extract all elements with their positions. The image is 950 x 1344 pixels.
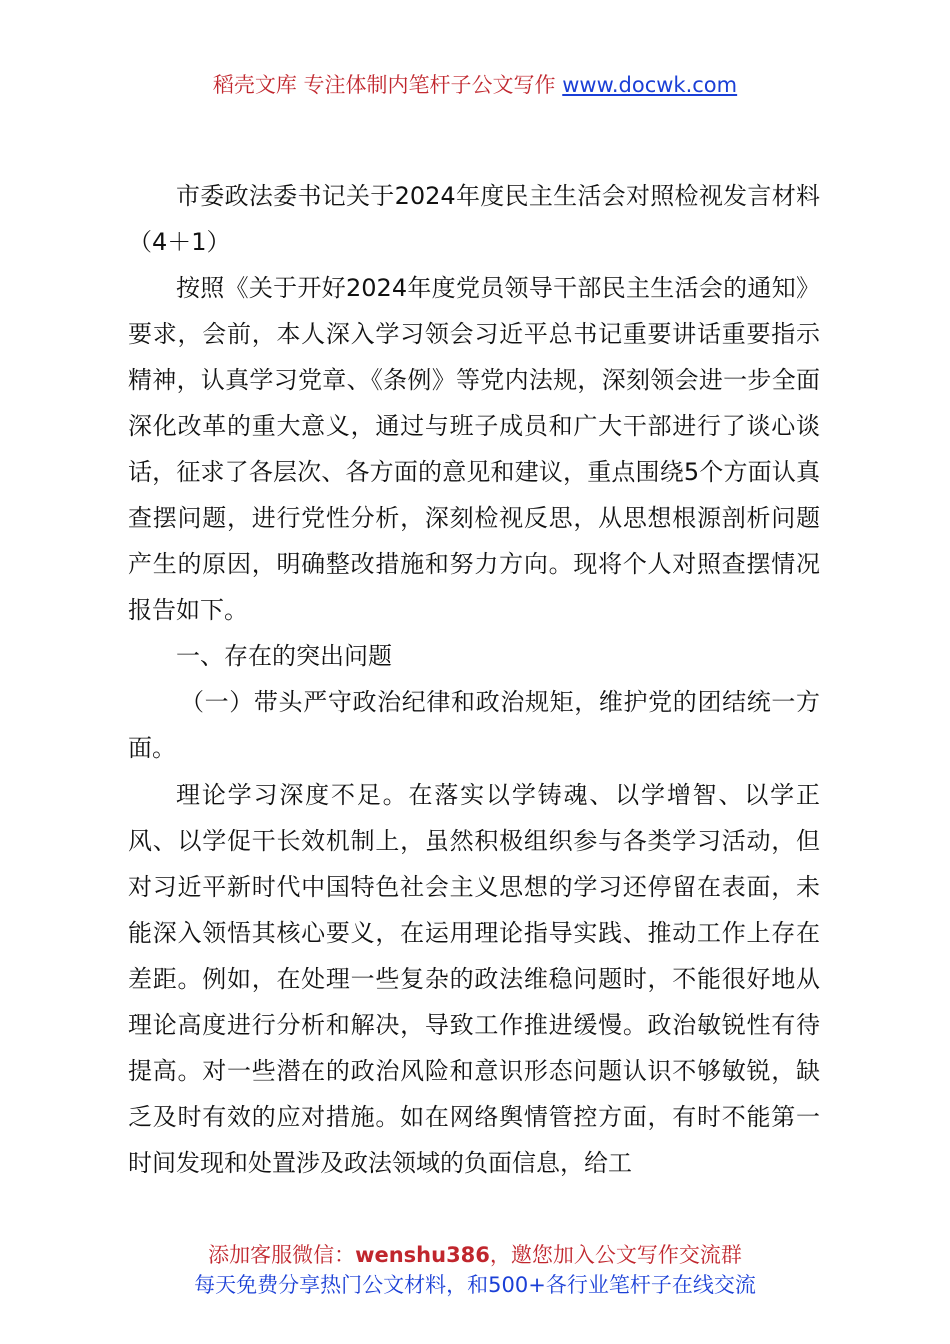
subsection-heading: （一）带头严守政治纪律和政治规矩，维护党的团结统一方面。 xyxy=(128,688,820,762)
site-name: 稻壳文库 专注体制内笔杆子公文写作 xyxy=(212,73,556,97)
site-link[interactable]: www.docwk.com xyxy=(562,73,738,97)
footer-line-1 xyxy=(0,1240,950,1270)
section-heading: 一、存在的突出问题 xyxy=(176,642,392,670)
document-body xyxy=(128,173,820,1186)
document-title: 市委政法委书记关于2024年度民主生活会对照检视发言材料（4＋1） xyxy=(128,182,820,256)
footer-suffix: ，邀您加入公文写作交流群 xyxy=(489,1243,742,1267)
promo-footer xyxy=(0,1240,950,1300)
body-paragraph: 理论学习深度不足。在落实以学铸魂、以学增智、以学正风、以学促干长效机制上，虽然积极组织参与各类学习活动，但对习近平新时代中国特色社会主义思想的学习还停留在表面，未能深入领悟其核心要义，在运用理论指导实践、推动工作上存在差距。例如，在处理一些复杂的政法维稳问题时，不能很好地从理论高度进行分析和解决，导致工作推进缓慢。政治敏锐性有待提高。对一些潜在的政治风险和意识形态问题认识不够敏锐，缺乏及时有效的应对措施。如在网络舆情管控方面，有时不能第一时间发现和处置涉及政法领域的负面信息，给工 xyxy=(128,781,820,1177)
site-header xyxy=(0,70,950,100)
wechat-id: wenshu386 xyxy=(355,1243,490,1267)
intro-paragraph: 按照《关于开好2024年度党员领导干部民主生活会的通知》要求，会前，本人深入学习领会习近平总书记重要讲话重要指示精神，认真学习党章、《条例》等党内法规，深刻领会进一步全面深化改革的重大意义，通过与班子成员和广大干部进行了谈心谈话，征求了各层次、各方面的意见和建议，重点围绕5个方面认真查摆问题，进行党性分析，深刻检视反思，从思想根源剖析问题产生的原因，明确整改措施和努力方向。现将个人对照查摆情况报告如下。 xyxy=(128,274,820,624)
footer-prefix: 添加客服微信： xyxy=(208,1243,356,1267)
footer-line-2: 每天免费分享热门公文材料，和500+各行业笔杆子在线交流 xyxy=(194,1273,756,1297)
